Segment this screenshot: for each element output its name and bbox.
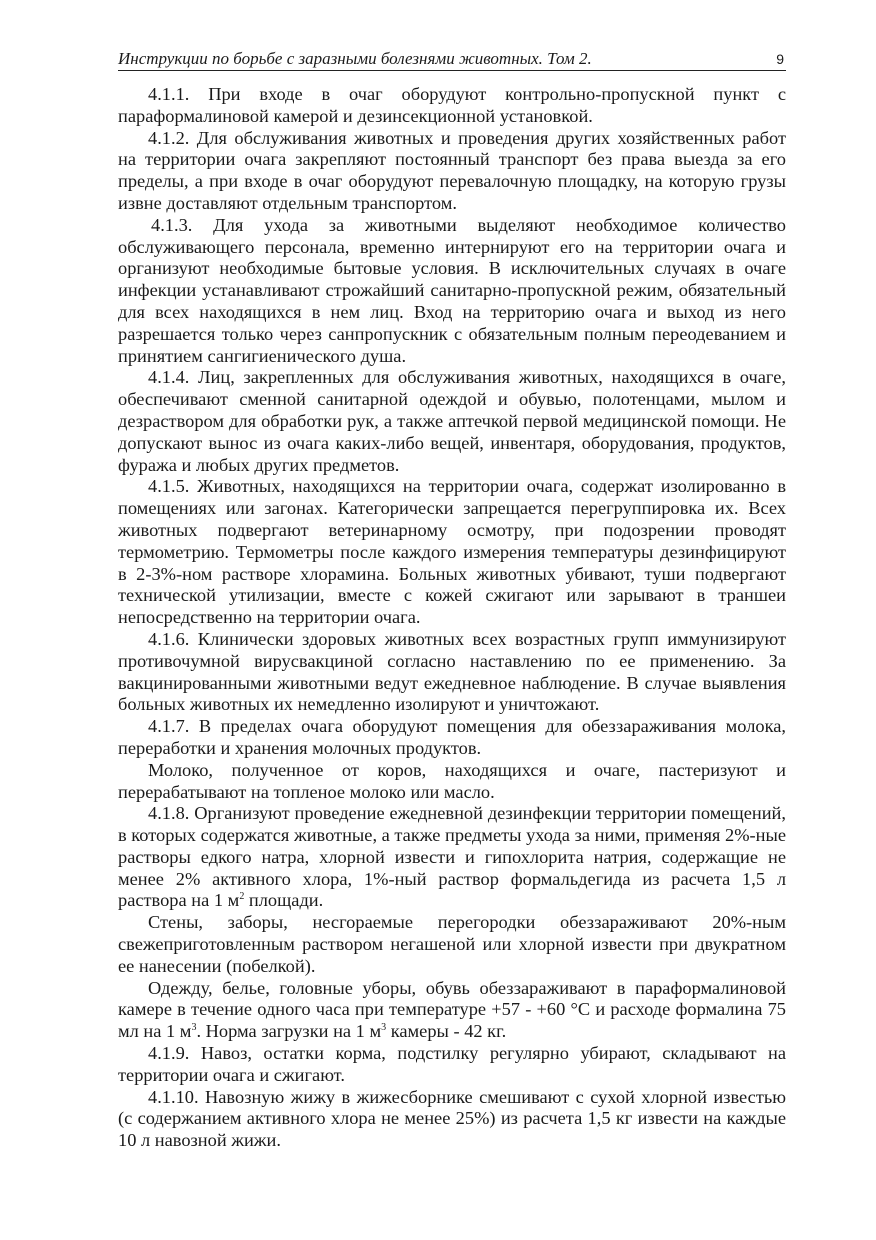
superscript: 3 (191, 1022, 197, 1034)
page-header (118, 48, 786, 71)
paragraph-clothing-tail: камеры - 42 кг. (386, 1021, 507, 1042)
paragraph-clothing-text: Одежду, белье, головные уборы, обувь обеззараживают в параформалиновой камере в течение одного часа при температуре +57 - +60 °С и расходе формалина 75 мл на 1 м (118, 977, 786, 1042)
paragraph-4-1-2: 4.1.2. Для обслуживания животных и проведения других хозяйственных работ на территории очага закрепляют постоянный транспорт без права выезда за его пределы, а при входе в очаг оборудуют перевалочную площадку, на которую грузы извне доставляют отдельным транспортом. (118, 127, 786, 213)
paragraph-4-1-4: 4.1.4. Лиц, закрепленных для обслуживания животных, находящихся в очаге, обеспечивают сменной санитарной одеждой и обувью, полотенцами, мылом и дезраствором для обработки рук, а также аптечкой первой медицинской помощи. Не допускают вынос из очага каких-либо вещей, инвентаря, оборудования, продуктов, фуража и любых других предметов. (118, 367, 786, 475)
paragraph-milk: Молоко, полученное от коров, находящихся и очаге, пастеризуют и перерабатывают на топленое молоко или масло. (118, 759, 786, 802)
paragraph-4-1-8-text: 4.1.8. Организуют проведение ежедневной дезинфекции территории помещений, в которых содержатся животные, а также предметы ухода за ними, применяя 2%-ные растворы едкого натра, хлорной извести и гипохлорита натрия, содержащие не менее 2% активного хлора, 1%-ный раствор формальдегида из расчета 1,5 л раствора на 1 м (118, 803, 786, 911)
superscript: 3 (381, 1022, 387, 1034)
superscript: 2 (239, 891, 245, 903)
paragraph-4-1-5: 4.1.5. Животных, находящихся на территории очага, содержат изолированно в помещениях или загонах. Категорически запрещается перегруппировка их. Всех животных подвергают ветеринарному осмотру, при подозрении проводят термометрию. Термометры после каждого измерения температуры дезинфицируют в 2-3%-ном растворе хлорамина. Больных животных убивают, туши подвергают технической утилизации, вместе с кожей сжигают или зарывают в траншеи непосредственно на территории очага. (118, 476, 786, 628)
paragraph-clothing (118, 978, 786, 1043)
paragraph-4-1-6: 4.1.6. Клинически здоровых животных всех возрастных групп иммунизируют противочумной вирусвакциной согласно наставлению по ее применению. За вакцинированными животными ведут ежедневное наблюдение. В случае выявления больных животных их немедленно изолируют и уничтожают. (118, 628, 786, 715)
paragraph-4-1-9: 4.1.9. Навоз, остатки корма, подстилку регулярно убирают, складывают на территории очага и сжигают. (118, 1043, 786, 1085)
paragraph-clothing-middle: . Норма загрузки на 1 м (196, 1021, 382, 1042)
paragraph-4-1-7: 4.1.7. В пределах очага оборудуют помещения для обеззараживания молока, переработки и хранения молочных продуктов. (118, 716, 786, 758)
paragraph-4-1-1: 4.1.1. При входе в очаг оборудуют контрольно-пропускной пункт с параформалиновой камерой и дезинсекционной установкой. (118, 84, 786, 126)
paragraph-4-1-8-tail: площади. (244, 890, 324, 911)
paragraph-walls: Стены, заборы, несгораемые перегородки обеззараживают 20%-ным свежеприготовленным раствором негашеной или хлорной извести при двукратном ее нанесении (побелкой). (118, 912, 786, 976)
body-text (118, 84, 786, 1152)
page-number: 9 (776, 51, 784, 67)
header-title: Инструкции по борьбе с заразными болезнями животных. Том 2. (118, 49, 592, 68)
paragraph-4-1-8 (118, 803, 786, 912)
paragraph-4-1-10: 4.1.10. Навозную жижу в жижесборнике смешивают с сухой хлорной известью (с содержанием активного хлора не менее 25%) из расчета 1,5 кг извести на каждые 10 л навозной жижи. (118, 1086, 786, 1151)
paragraph-4-1-3: 4.1.3. Для ухода за животными выделяют необходимое количество обслуживающего персонала, временно интернируют его на территории очага и организуют необходимые бытовые условия. В исключительных случаях в очаге инфекции устанавливают строжайший санитарно-пропускной режим, обязательный для всех находящихся в нем лиц. Вход на территорию очага и выход из него разрешается только через санпропускник с обязательным полным переодеванием и принятием сангигиенического душа. (118, 214, 786, 366)
